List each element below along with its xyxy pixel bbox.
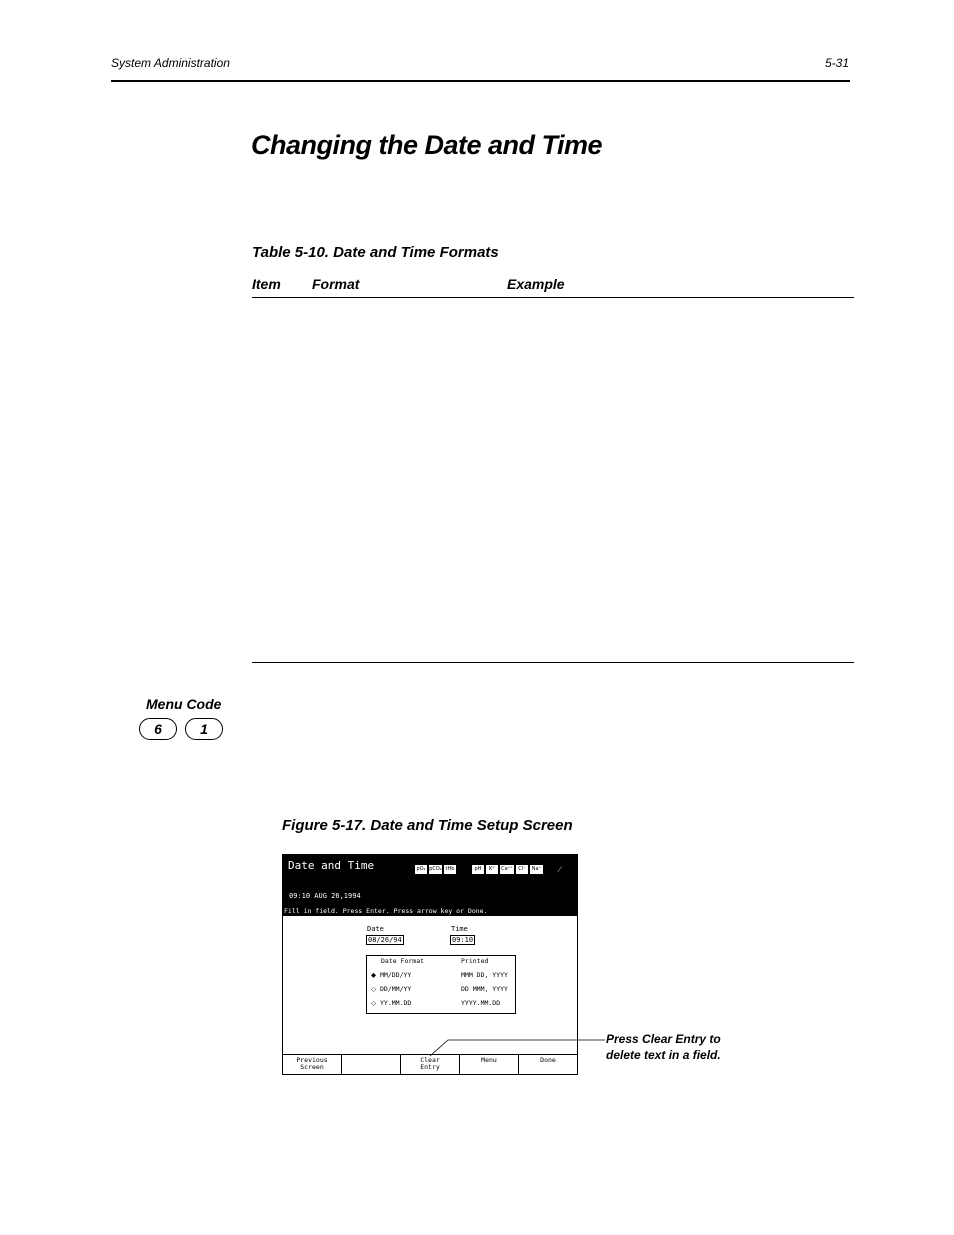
printed-header: Printed xyxy=(461,957,489,965)
radio-selected-icon: ◆ xyxy=(371,972,376,979)
callout-line-1: Press Clear Entry to xyxy=(606,1032,721,1046)
table-bottom-rule xyxy=(252,662,854,663)
menu-code-label: Menu Code xyxy=(146,696,222,712)
chip-po2: pO₂ xyxy=(416,866,426,872)
screen-header-bar xyxy=(283,855,577,907)
format-option-yymmdd[interactable] xyxy=(371,999,411,1007)
chip-na: Na⁺ xyxy=(531,866,542,872)
chip-k: K⁺ xyxy=(486,865,498,874)
chip-thb: tHb xyxy=(445,866,455,872)
previous-screen-button[interactable]: Previous Screen xyxy=(283,1055,342,1075)
time-label: Time xyxy=(451,925,468,933)
table-caption: Table 5-10. Date and Time Formats xyxy=(252,244,499,261)
table-header-rule xyxy=(252,297,854,298)
screen-status-line: Fill in field. Press Enter. Press arrow key or Done. xyxy=(283,907,578,916)
format-option-ddmmyy[interactable] xyxy=(371,985,411,993)
date-format-header: Date Format xyxy=(381,957,425,965)
radio-unselected-icon: ◇ xyxy=(371,1000,376,1007)
date-label: Date xyxy=(367,925,384,933)
table-header-format: Format xyxy=(312,276,360,292)
date-field[interactable]: 08/26/94 xyxy=(368,936,402,944)
format-value: MM/DD/YY xyxy=(380,971,412,979)
pen-icon: ⁄ xyxy=(559,865,561,874)
format-option-mmddyy[interactable] xyxy=(371,971,411,979)
date-format-box xyxy=(366,955,516,1014)
time-field[interactable]: 09:10 xyxy=(452,936,474,944)
clear-entry-button[interactable]: Clear Entry xyxy=(401,1055,460,1075)
table-header-item: Item xyxy=(252,276,281,292)
printed-value: MMM DD, YYYY xyxy=(461,971,508,979)
table-header-example: Example xyxy=(507,276,565,292)
callout-leader-line xyxy=(420,1030,610,1060)
printed-value: YYYY.MM.DD xyxy=(461,999,501,1007)
page-title: Changing the Date and Time xyxy=(251,130,603,160)
blank-softkey[interactable] xyxy=(342,1055,401,1075)
chip-cl: Cl⁻ xyxy=(516,865,528,874)
callout-text xyxy=(606,1031,721,1063)
radio-unselected-icon: ◇ xyxy=(371,986,376,993)
screen-current-time: 09:10 AUG 26,1994 xyxy=(289,892,361,900)
format-value: DD/MM/YY xyxy=(380,985,412,993)
done-button[interactable]: Done xyxy=(540,1056,556,1064)
callout-line-2: delete text in a field. xyxy=(606,1048,721,1062)
figure-caption: Figure 5-17. Date and Time Setup Screen xyxy=(282,817,573,834)
menu-button[interactable]: Menu xyxy=(460,1055,519,1075)
page-number: 5-31 xyxy=(825,56,850,70)
printed-value: DD MMM, YYYY xyxy=(461,985,508,993)
running-header-section: System Administration xyxy=(111,56,230,70)
menu-key-1: 1 xyxy=(185,718,223,740)
chip-ph: pH xyxy=(472,865,484,874)
screen-title: Date and Time xyxy=(288,859,375,872)
format-value: YY.MM.DD xyxy=(380,999,412,1007)
chip-pco2: pCO₂ xyxy=(429,866,442,872)
chip-ca: Ca⁺⁺ xyxy=(501,866,513,872)
menu-key-6: 6 xyxy=(139,718,177,740)
header-rule xyxy=(111,80,850,82)
